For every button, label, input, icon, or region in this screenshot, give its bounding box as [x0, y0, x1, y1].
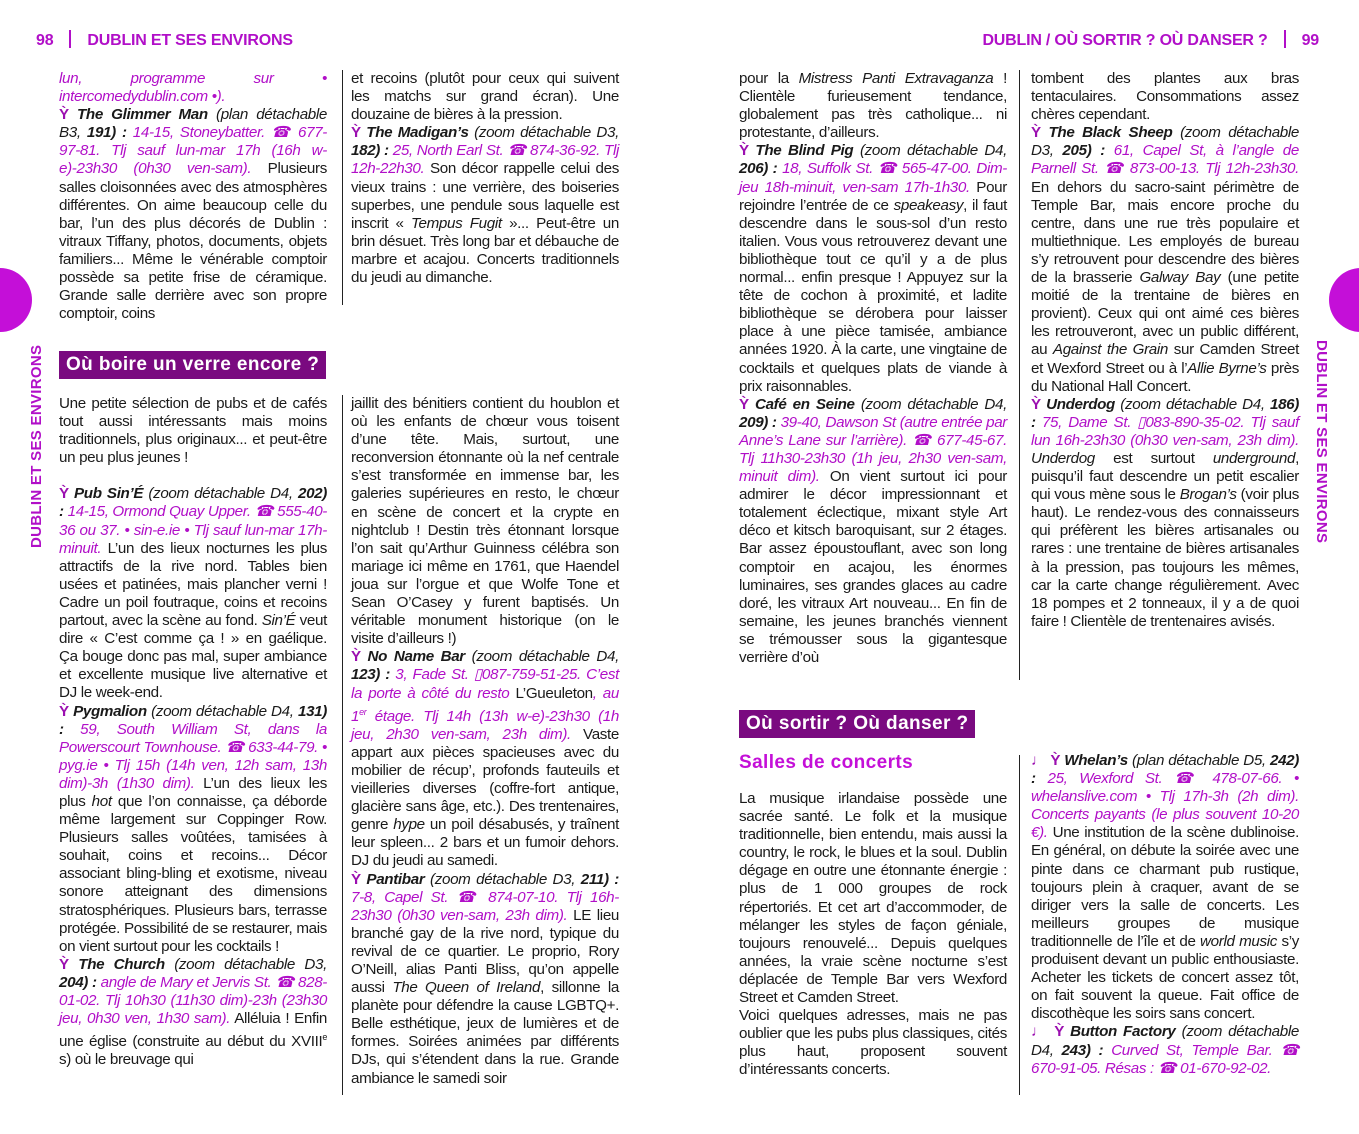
listing-no-name-bar [351, 648, 619, 870]
column-8 [1031, 752, 1299, 1078]
music-note-icon: ♩ [1031, 1023, 1049, 1041]
map-ref-end: ) : [59, 485, 327, 521]
venue-description: L’un des lieux les plus [59, 774, 327, 810]
venue-info: 083-890-35-02. Tlj sauf lun 16h-23h30 (0h30 ven-sam, 23h dim). [1031, 413, 1299, 449]
venue-description: est surtout [1094, 449, 1213, 467]
venue-description: Son décor rappelle celui des vieux trains : une verrière, des boiseries superbes, une pendule sous laquelle est inscrit « [351, 160, 619, 232]
map-number: 211 [580, 870, 604, 888]
venue-name: The Black Sheep [1048, 124, 1173, 142]
map-number: 182 [351, 142, 376, 160]
map-number: 206 [739, 160, 764, 178]
venue-info: angle de Mary et Jervis St. ☎ 828-01-02. Tlj 10h30 (11h30 dim)-23h (23h30 jeu, 0h30 ven, 1h30 sam). [59, 973, 328, 1028]
cocktail-glass-icon: Ỳ [1050, 752, 1061, 769]
venue-description: un poil désabusés, y traînent leur spleen... 2 bars et un fumoir dehors. DJ du jeudi au samedi. [351, 816, 619, 870]
venue-description: , puisqu’il faut descendre un petit escalier qui vous mène sous le [1031, 449, 1299, 504]
listing-pantibar [351, 871, 619, 1088]
venue-description-emphasis: Galway Bay [1139, 269, 1221, 287]
page-header-left [36, 30, 293, 50]
venue-description: veut dire « C’est comme ça ! » en gaélique. Ça bouge donc pas mal, super ambiance et excellente musique live alternative et DJ le week-end. [59, 612, 327, 702]
venue-name: No Name Bar [367, 648, 465, 666]
venue-info: Curved St, Temple Bar. ☎ 670-91-05. Résas : ☎ 01-670-92-02. [1031, 1041, 1299, 1077]
section-intro: Une petite sélection de pubs et de cafés tout aussi intéressants mais moins traditionnels, plus originaux... et peut-être un peu plus jeunes ! [59, 395, 327, 467]
column-7 [739, 790, 1007, 1080]
venue-description: , il faut descendre dans le sous-sol d’un resto italien. Vous vous retrouverez devant une bibliothèque tout ce qu’il y a de plus normal... enfin presque ! Appuyez sur la tête de cochon à proximité, et ladite bibliothèque se dérobera pour laisser place à une pièce tamisée, ambiance années 1920. À la carte, une vingtaine de cocktails et quelques plats de viande à prix raisonnables. [739, 196, 1007, 395]
text: ! Clientèle furieusement tendance, globalement pas très catholique... ni protestante, d’ailleurs. [739, 70, 1007, 142]
mobile-phone-icon: ▯ [1137, 413, 1146, 431]
map-number: 209 [739, 413, 764, 431]
page-number-right: 99 [1301, 32, 1319, 49]
cocktail-glass-icon: Ỳ [59, 702, 69, 720]
map-number: 186 [1269, 395, 1295, 413]
map-number: 242 [1269, 752, 1295, 769]
venue-description-emphasis: Allie Byrne’s [1187, 359, 1267, 377]
venue-description: (une petite moitié de la trentaine de bières en provient). Ceux qui ont aimé ces bières les retrouveront, avec un public différent, au [1031, 269, 1299, 359]
listing-button-factory [1031, 1023, 1299, 1077]
listing-the-church [59, 956, 327, 1070]
venue-name: The Blind Pig [755, 142, 854, 160]
section-heading-drinks: Où boire un verre encore ? [59, 351, 326, 379]
venue-description: sur Camden Street et Wexford Street ou à l’ [1031, 341, 1299, 377]
venue-description-emphasis: Against the Grain [1052, 341, 1169, 359]
venue-description: près du National Hall Concert. [1031, 359, 1299, 395]
venue-description: s) où le breuvage qui [59, 1051, 194, 1069]
venue-info: 3, Fade St. [395, 666, 474, 684]
text-emphasis: Mistress Panti Extravaganza [798, 70, 994, 87]
map-ref-end: ) : [1031, 395, 1299, 431]
map-ref: (zoom détachable D4, [143, 485, 298, 503]
listing-pub-sine [59, 485, 327, 702]
cocktail-glass-icon: Ỳ [739, 142, 749, 160]
venue-description-emphasis: Tempus Fugit [411, 214, 502, 232]
map-number: 204 [59, 973, 84, 991]
column-divider [342, 395, 343, 1095]
venue-name: Button Factory [1070, 1023, 1176, 1041]
map-ref-end: ) : [763, 413, 781, 431]
column-2 [351, 70, 619, 287]
running-title-left: DUBLIN ET SES ENVIRONS [87, 32, 293, 49]
column-5 [739, 70, 1007, 667]
column-divider [1019, 755, 1020, 1095]
map-ref: (zoom détachable D4, [1115, 395, 1270, 413]
page-header-right [982, 30, 1319, 50]
venue-info: étage. Tlj 14h (13h w-e)-23h30 (1h jeu, 2h30 ven-sam, 23h dim). [351, 707, 619, 743]
venue-info: , au 1 [351, 684, 619, 725]
venue-name: Whelan’s [1064, 752, 1128, 769]
venue-info: 7-8, Capel St. ☎ 874-07-10. Tlj 16h-23h30 (0h30 ven-sam, 23h dim). [351, 888, 619, 924]
venue-info: 25, North Earl St. ☎ 874-36-92. Tlj 12h-22h30. [351, 142, 619, 178]
venue-name: Underdog [1046, 395, 1115, 413]
section-heading-nightlife: Où sortir ? Où danser ? [739, 710, 975, 738]
venue-name: Pantibar [366, 870, 425, 888]
pantibar-continuation [739, 70, 1007, 142]
map-ref-end: ) : [603, 870, 619, 888]
superscript: e [322, 1032, 327, 1043]
intercomedy-continuation: lun, programme sur • intercomedydublin.com •). [59, 70, 327, 106]
text: pour la [739, 70, 799, 87]
cocktail-glass-icon: Ỳ [351, 124, 361, 142]
venue-description: Vaste appart aux pièces spacieuses avec du mobilier de récup’, profonds fauteuils et vieilleries diverses (coffre-fort antique, glacière sans âge, etc.). Des trentenaires, genre [351, 725, 620, 834]
column-1 [59, 70, 327, 323]
venue-description-emphasis: world music [1200, 932, 1277, 950]
side-label-left: DUBLIN ET SES ENVIRONS [28, 344, 45, 548]
venue-description: Plusieurs salles cloisonnées avec des atmosphères différentes. On aime beaucoup celle du bar, l’un des plus décorés de Dublin : vitraux Tiffany, photos, documents, objets familiers... Même le vénérable comptoir possède sa petite frise de céramique. Grande salle derrière avec son propre comptoir, coins [59, 160, 327, 323]
map-ref: (zoom détachable D3, [164, 955, 328, 973]
map-ref-end: ) : [1086, 142, 1114, 160]
glimmer-continuation: et recoins (plutôt pour ceux qui suivent les matchs sur grand écran). Une douzaine de bières à la pression. [351, 70, 619, 124]
music-note-icon: ♩ [1031, 752, 1047, 769]
map-number: 191 [86, 124, 112, 142]
listing-pygmalion [59, 703, 327, 956]
venue-description: »... Peut-être un brin désuet. Très long bar et débauche de marbre et acajou. Concerts traditionnels du jeudi au dimanche. [351, 214, 619, 287]
venue-info: 61, Capel St, à l’angle de Parnell St. ☎ 873-00-13. Tlj 12h-23h30. [1031, 142, 1299, 178]
venue-description: L’un des lieux nocturnes les plus attractifs de la rive nord. Tables bien usées et patinées, mais plancher verni ! Cadre un poil foutraque, coins et recoins partout, avec la scène au fond. [59, 539, 327, 630]
side-label-right: DUBLIN ET SES ENVIRONS [1313, 340, 1330, 544]
map-number: 243 [1061, 1041, 1086, 1059]
venue-description: que l’on connaisse, ça déborde même largement sur Coppinger Row. Plusieurs salles voûtées, tamisées à souhait, coins et recoins... Décor associant bling-bling et exotisme, niveau sonore atteignant des dimensions stratosphériques. Plusieurs bars, terrasse protégée. Possibilité de se restaurer, mais on vient surtout pour les cocktails ! [59, 792, 327, 955]
cocktail-glass-icon: Ỳ [59, 955, 69, 973]
venue-name: The Glimmer Man [76, 106, 208, 124]
mobile-phone-icon: ▯ [473, 666, 482, 684]
venue-description-emphasis: Sin’É [261, 612, 296, 630]
page-number-left: 98 [36, 32, 54, 49]
venue-description: On vient surtout ici pour admirer le décor impressionnant et totalement éclectique, mixant style Art déco et kitsch baroquisant, sur 2 étages. Bar assez époustouflant, avec son long comptoir en acajou, les énormes luminaires, ses grandes glaces au cadre doré, les vitraux Art nouveau... En fin de semaine, les jeunes branchés viennent se trémousser sous la gigantesque verrière d’où [739, 468, 1008, 666]
venue-description-emphasis: hype [393, 816, 425, 834]
column-6 [1031, 70, 1299, 631]
venue-name: Café en Seine [754, 395, 855, 413]
map-ref: (plan détachable B3, [59, 106, 328, 142]
venue-description: Pour rejoindre l’entrée de ce [739, 178, 1007, 214]
map-number: 205 [1062, 142, 1087, 160]
cocktail-glass-icon: Ỳ [351, 648, 361, 666]
cocktail-glass-icon: Ỳ [1054, 1023, 1064, 1041]
church-continuation: jaillit des bénitiers contient du houblon et où les enfants de chœur vous toisent d’une tête. Mais, surtout, une reconversion étonnante où la nef centrale s’est transformée en immense bar, les galeries supérieures en resto, le chœur en scène de concert et la crypte en nightclub ! Destin très étonnant lorsque l’on sait qu’Arthur Guinness célébra son mariage ici même en 1761, que Haendel joua sur l’orgue et que Wolfe Tone et Sean O’Casey y furent baptisés. Un véritable monument historique (on le visite d’ailleurs !) [351, 395, 619, 648]
map-ref: (zoom détachable D4, [1031, 1023, 1299, 1059]
listing-glimmer-man [59, 106, 327, 323]
map-ref-end: ) : [59, 702, 327, 738]
subheading-concert-venues: Salles de concerts [739, 752, 914, 773]
map-number: 202 [297, 485, 323, 503]
venue-description-emphasis: hot [91, 792, 112, 810]
map-ref-end: ) : [375, 142, 393, 160]
listing-underdog [1031, 396, 1299, 631]
map-ref: (zoom détachable D3, [468, 124, 619, 142]
map-ref: (zoom détachable D4, [464, 648, 619, 666]
venue-description: Alléluia ! Enfin une église (construite au début du XVIII [59, 1010, 327, 1051]
venue-info: 087-759-51-25. C’est la porte à côté du resto [351, 666, 619, 702]
map-ref-end: ) : [111, 124, 133, 142]
venue-description-emphasis: The Queen of Ireland [392, 979, 541, 997]
venue-description: , sillonne la planète pour défendre la cause LGBTQ+. Belle esthétique, jeux de lumières et de formes. Soirées animées par différents DJs, qui s’étendent dans la rue. Grande ambiance le samedi soir [351, 979, 620, 1087]
running-title-right: DUBLIN / OÙ SORTIR ? OÙ DANSER ? [982, 32, 1268, 49]
cocktail-glass-icon: Ỳ [59, 106, 69, 124]
venue-info: 14-15, Ormond Quay Upper. ☎ 555-40-36 ou 37. • sin-e.ie • Tlj sauf lun-mar 17h-minuit. [59, 503, 327, 557]
concerts-note: Voici quelques adresses, mais ne pas oublier que les pubs plus classiques, cités plus haut, proposent souvent d’intéressants concerts. [739, 1007, 1007, 1079]
venue-description-emphasis: Underdog [1031, 449, 1095, 467]
venue-info-upright: L’Gueuleton [515, 684, 593, 702]
venue-description-emphasis: Brogan’s [1179, 486, 1237, 504]
venue-description: s’y produisent devant un public enthousiaste. Acheter les tickets de concert assez tôt, on fait souvent la queue. Fait office de discothèque les soirs sans concert. [1031, 932, 1299, 1023]
venue-info: 25, Wexford St. ☎ 478-07-66. • whelanslive.com • Tlj 17h-3h (2h dim). Concerts payants (le plus souvent 10-20 €). [1031, 770, 1300, 842]
venue-info: 14-15, Stoneybatter. ☎ 677-97-81. Tlj sauf lun-mar 17h (16h w-e)-23h30 (0h30 ven-sam). [59, 124, 327, 178]
venue-description: Une institution de la scène dublinoise. En général, on débute la soirée avec une pinte dans ce charmant pub rustique, toujours plein à craquer, avant de se diriger vers la salle de concerts. Les meilleurs groupes de musique traditionnelle de l’île et de [1031, 824, 1299, 950]
map-ref-end: ) : [1031, 752, 1299, 788]
map-ref: (plan détachable D5, [1127, 752, 1270, 769]
venue-info: 18, Suffolk St. ☎ 565-47-00. Dim-jeu 18h-minuit, ven-sam 17h-1h30. [739, 160, 1008, 196]
map-ref: (zoom détachable D4, [854, 395, 1008, 413]
listing-blind-pig [739, 142, 1007, 395]
venue-description: (voir plus haut). Le rendez-vous des connaisseurs qui préfèrent les bières artisanales ou rares : une trentaine de bières artisanales à la pression, pas toujours les mêmes, car la carte change régulièrement. Avec 18 pompes et 2 tonneaux, il y a de quoi faire ! Clientèle de trentenaires avisés. [1031, 486, 1300, 630]
cocktail-glass-icon: Ỳ [739, 395, 749, 413]
map-ref: (zoom détachable D3, [424, 870, 581, 888]
column-3 [59, 395, 327, 1069]
thumb-tab-right [1329, 268, 1359, 332]
map-ref: (zoom détachable D3, [1031, 124, 1300, 160]
cocktail-glass-icon: Ỳ [351, 870, 361, 888]
header-divider [69, 30, 71, 48]
map-ref-end: ) : [375, 666, 396, 684]
venue-description: En dehors du sacro-saint périmètre de Temple Bar, mais encore proche du centre, dans une rue très populaire et multiethnique. Les employés de bureau s’y retrouvent pour descendre des bières de la brasserie [1031, 178, 1299, 287]
superscript: er [359, 706, 367, 717]
venue-description-emphasis: speakeasy [893, 196, 964, 214]
cocktail-glass-icon: Ỳ [1031, 395, 1041, 413]
thumb-tab-left [0, 268, 32, 332]
map-ref: (zoom détachable D4, [146, 702, 298, 720]
venue-description-emphasis: underground [1212, 449, 1296, 467]
venue-name: The Church [78, 955, 165, 973]
listing-cafe-en-seine [739, 396, 1007, 667]
venue-info: 39-40, Dawson St (autre entrée par Anne’s Lane sur l’arrière). ☎ 677-45-67. Tlj 11h30-23h30 (1h jeu, 2h30 ven-sam, minuit dim). [739, 413, 1007, 486]
map-number: 123 [351, 666, 376, 684]
map-ref: (zoom détachable D4, [853, 142, 1007, 160]
header-divider [1284, 30, 1286, 48]
listing-black-sheep [1031, 124, 1299, 395]
venue-name: Pub Sin’É [74, 485, 144, 503]
venue-info: 59, South William St, dans la Powerscourt Townhouse. ☎ 633-44-79. • pyg.ie • Tlj 15h (14h ven, 12h sam, 13h dim)-3h (1h30 dim). [59, 720, 327, 792]
column-4 [351, 395, 619, 1088]
venue-name: The Madigan’s [366, 124, 469, 142]
map-ref-end: ) : [763, 160, 783, 178]
listing-whelans [1031, 752, 1299, 1023]
venue-info: 75, Dame St. [1041, 413, 1138, 431]
column-divider [342, 70, 343, 305]
column-divider [1019, 70, 1020, 680]
map-ref-end: ) : [1085, 1041, 1112, 1059]
map-number: 131 [297, 702, 323, 720]
map-ref-end: ) : [83, 973, 101, 991]
venue-name: Pygmalion [73, 702, 147, 720]
cafe-continuation: tombent des plantes aux bras tentaculaires. Consommations assez chères cependant. [1031, 70, 1299, 124]
venue-description: LE lieu branché gay de la rive nord, typique du revival de ce quartier. Le proprio, Rory O’Neill, alias Panti Bliss, qu’on appelle aussi [351, 906, 620, 997]
cocktail-glass-icon: Ỳ [1031, 124, 1041, 142]
concerts-intro: La musique irlandaise possède une sacrée santé. Le folk et la musique traditionnelle, bien entendu, mais aussi la country, le rock, le blues et la soul. Dublin dégage en outre une étonnante énergie : plus de 1 000 groupes de rock répertoriés. Et cet art d’accommoder, de mélanger les styles de façon géniale, toujours renouvelé... Depuis quelques années, la vraie scène nocturne s’est déplacée de Temple Bar vers Wexford Street et Camden Street. [739, 790, 1007, 1007]
cocktail-glass-icon: Ỳ [59, 485, 69, 503]
listing-madigans [351, 124, 619, 287]
